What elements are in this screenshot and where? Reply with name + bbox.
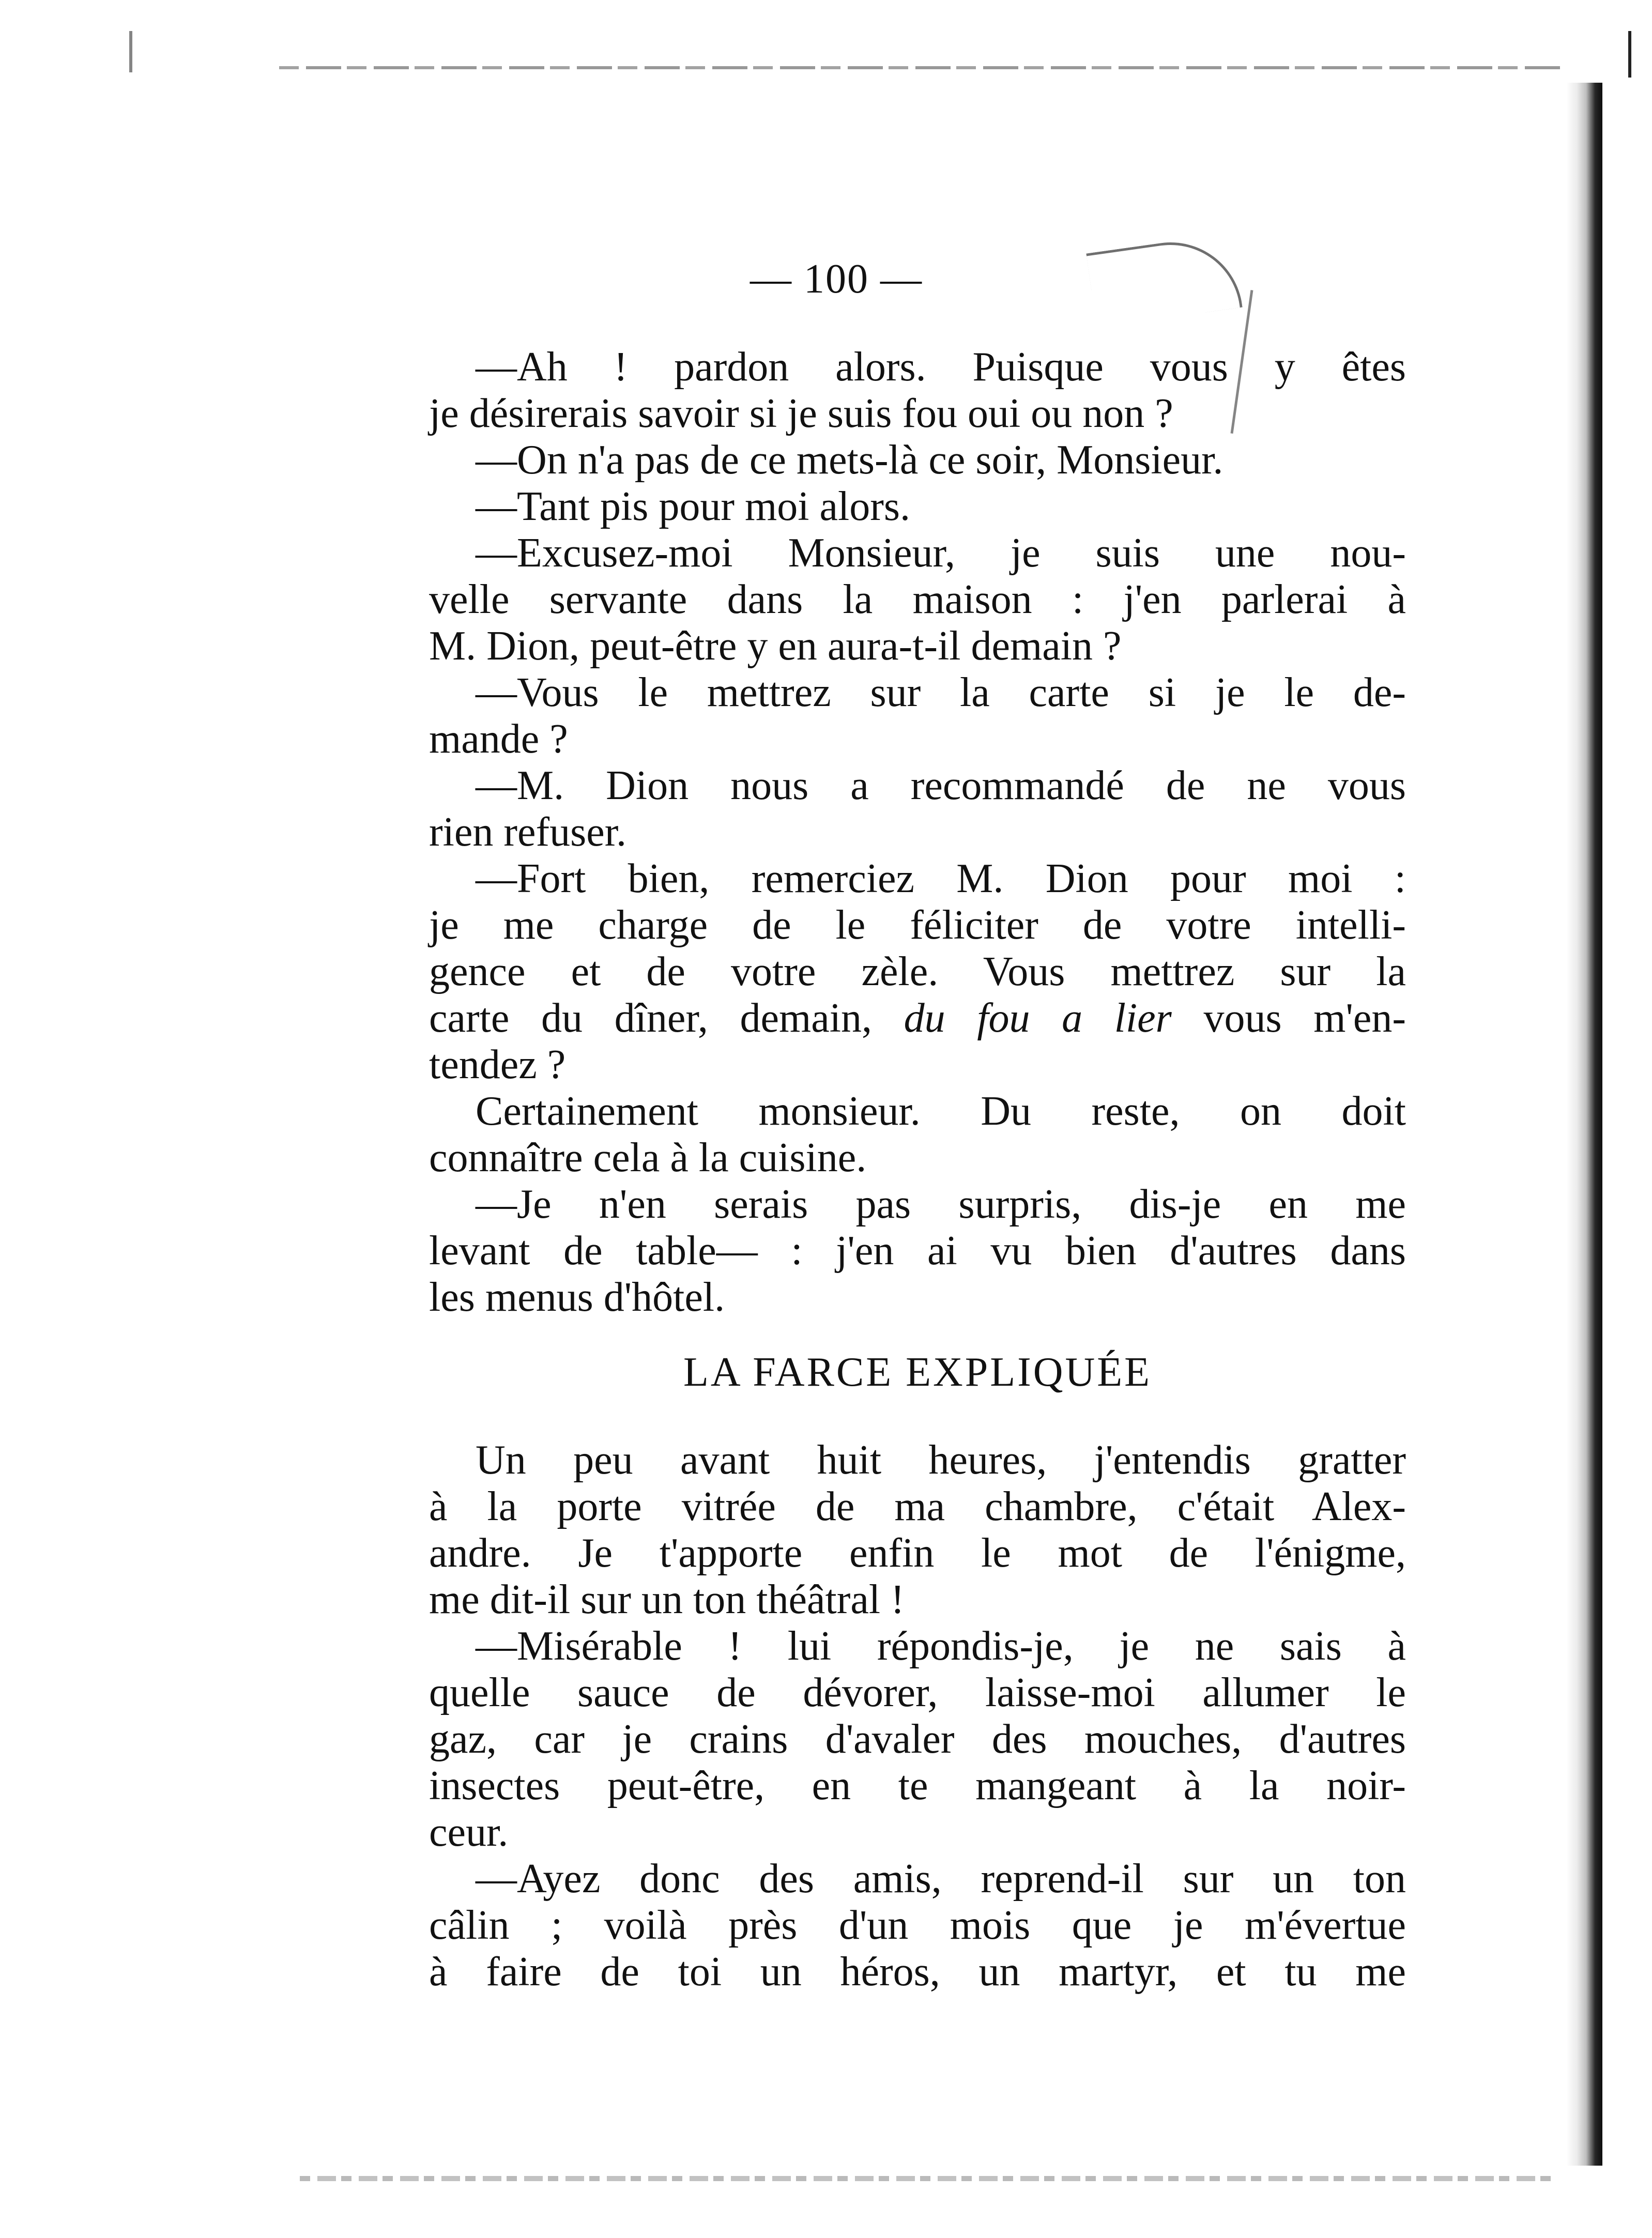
body-text-top <box>429 344 1406 1321</box>
text-line: tendez ? <box>429 1042 566 1087</box>
text-line: ceur. <box>429 1810 509 1855</box>
text-line: —Ayez donc des amis, reprend-il sur un ton <box>476 1856 1406 1902</box>
scan-bottom-rule <box>300 2176 1551 2181</box>
scan-top-rule <box>279 66 1561 69</box>
text-line: —Tant pis pour moi alors. <box>476 484 910 529</box>
text-line-carte <box>429 995 1406 1041</box>
text-line: je me charge de le féliciter de votre intelli- <box>429 902 1406 948</box>
text-line: levant de table— : j'en ai vu bien d'autres dans <box>429 1228 1406 1274</box>
text-line: Un peu avant huit heures, j'entendis gratter <box>476 1437 1406 1483</box>
text-line: à la porte vitrée de ma chambre, c'était Alex- <box>429 1484 1406 1529</box>
text-segment: carte du dîner, demain, <box>429 995 904 1041</box>
text-line: mande ? <box>429 716 568 762</box>
text-line: me dit-il sur un ton théâtral ! <box>429 1577 905 1622</box>
text-line: Certainement monsieur. Du reste, on doit <box>476 1089 1406 1134</box>
text-line: quelle sauce de dévorer, laisse-moi allumer le <box>429 1670 1406 1715</box>
scan-mark-right <box>1628 31 1631 78</box>
body-text-bottom <box>429 1437 1406 1995</box>
text-line: insectes peut-être, en te mangeant à la noir- <box>429 1763 1406 1808</box>
text-line: gaz, car je crains d'avaler des mouches, d'autres <box>429 1716 1406 1762</box>
text-line: velle servante dans la maison : j'en parlerai à <box>429 577 1406 622</box>
text-line: câlin ; voilà près d'un mois que je m'évertue <box>429 1903 1406 1948</box>
text-line: —M. Dion nous a recommandé de ne vous <box>476 763 1406 808</box>
text-line: M. Dion, peut-être y en aura-t-il demain ? <box>429 623 1122 669</box>
text-line: je désirerais savoir si je suis fou oui ou non ? <box>429 391 1173 436</box>
text-line: —Excusez-moi Monsieur, je suis une nou- <box>476 530 1406 576</box>
scan-mark-left <box>129 31 132 72</box>
text-line: —Misérable ! lui répondis-je, je ne sais à <box>476 1623 1406 1669</box>
text-line: —Je n'en serais pas surpris, dis-je en me <box>476 1182 1406 1227</box>
text-line: à faire de toi un héros, un martyr, et tu me <box>429 1949 1406 1995</box>
text-line: —Fort bien, remerciez M. Dion pour moi : <box>476 856 1406 901</box>
text-line: andre. Je t'apporte enfin le mot de l'énigme, <box>429 1530 1406 1576</box>
text-line: les menus d'hôtel. <box>429 1275 725 1320</box>
section-heading: LA FARCE EXPLIQUÉE <box>683 1350 1152 1395</box>
text-segment: vous m'en- <box>1171 995 1406 1041</box>
text-line: —Vous le mettrez sur la carte si je le de- <box>476 670 1406 715</box>
text-line: rien refuser. <box>429 809 627 855</box>
page-spine-shadow <box>1566 83 1602 2166</box>
text-line: —Ah ! pardon alors. Puisque vous y êtes <box>476 344 1406 390</box>
text-line: —On n'a pas de ce mets-là ce soir, Monsieur. <box>476 437 1223 483</box>
italic-phrase: du fou a lier <box>904 995 1172 1041</box>
text-line: gence et de votre zèle. Vous mettrez sur la <box>429 949 1406 994</box>
text-line: connaître cela à la cuisine. <box>429 1135 867 1181</box>
page-number: — 100 — <box>750 256 923 302</box>
